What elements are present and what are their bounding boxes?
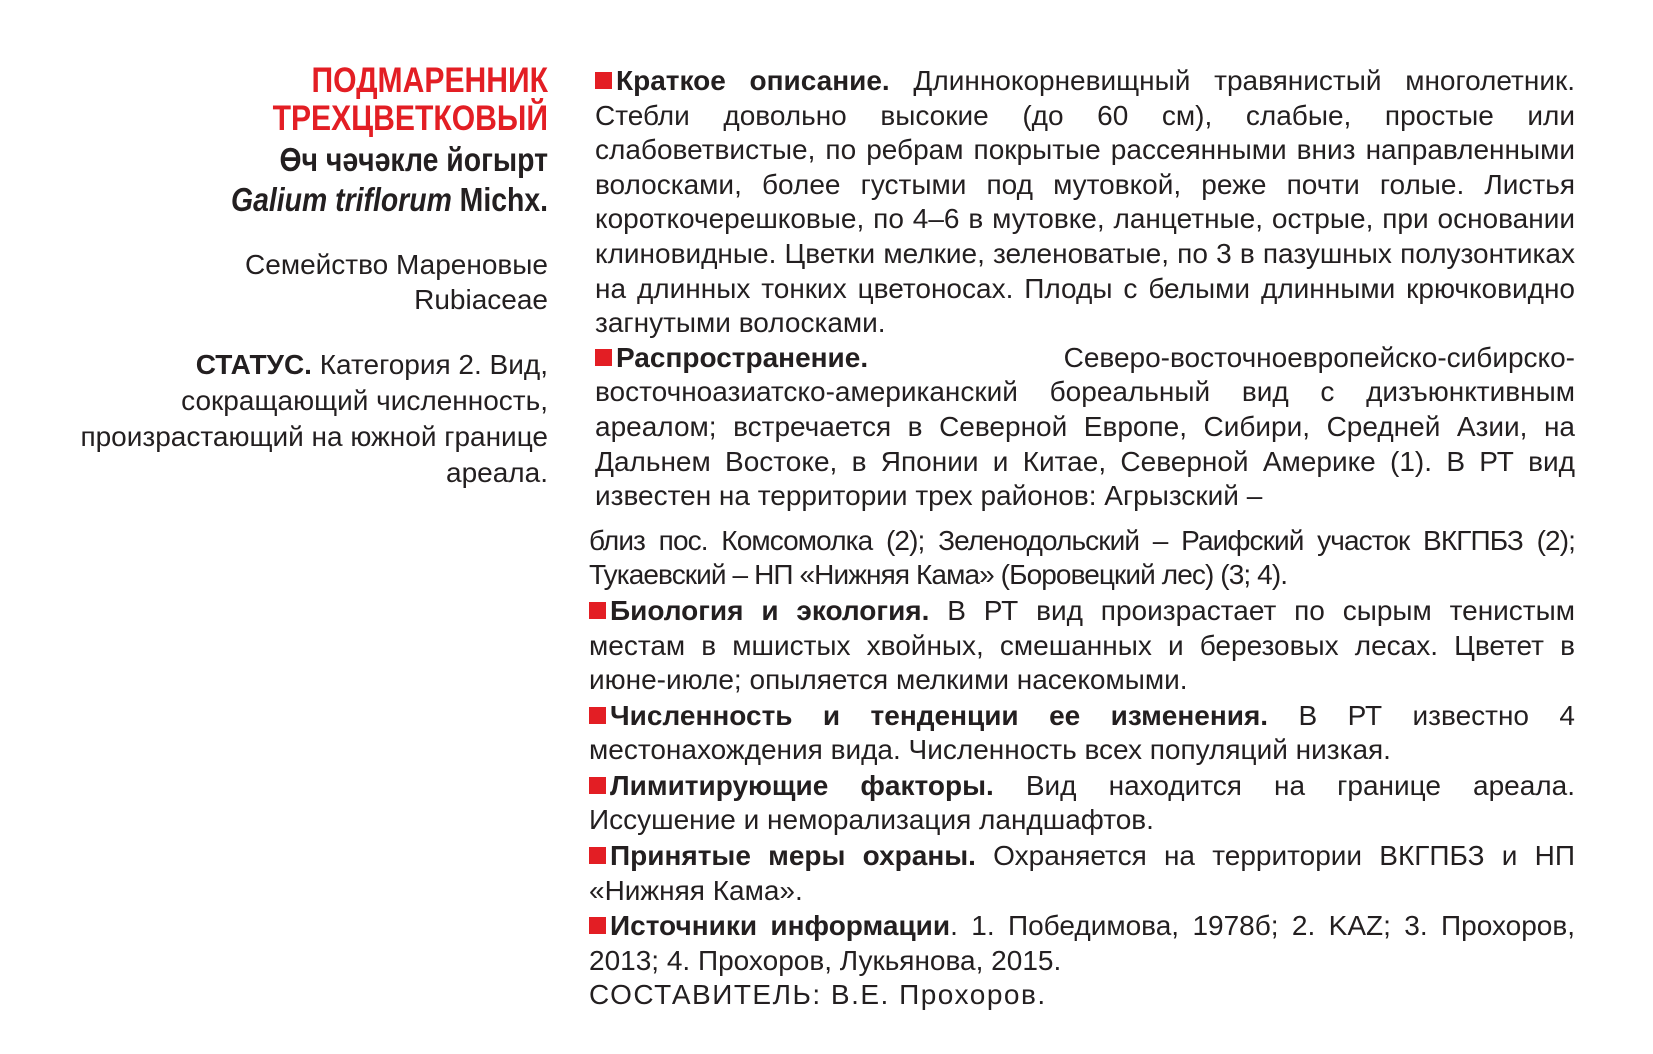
- family-name-ru: Семейство Мареновые: [245, 249, 548, 280]
- species-name-tatar: Өч чәчәкле йогырт: [279, 141, 548, 178]
- section-heading: Краткое описание.: [616, 65, 890, 96]
- section-heading: Лимитирующие факторы.: [610, 769, 994, 801]
- red-square-marker: [589, 847, 606, 864]
- species-article: [589, 64, 1576, 1013]
- section-heading: Источники информации: [610, 910, 951, 942]
- section-text: В РТ известно 4 местонахождения вида. Численность всех популяций низкая.: [589, 699, 1575, 766]
- section-text: Длиннокорневищный травянистый многолетник. Стебли довольно высокие (до 60 см), слабые, простые или слабоветвистые, по ребрам покрытые рассеянными вниз направленными волосками, более густыми под мутовкой, реже почти голые. Листья короткочерешковые, по 4–6 в мутовке, ланцетные, острые, при основании клиновидные. Цветки мелкие, зеленоватые, по 3 в пазушных полузонтиках на длинных тонких цветоносах. Плоды с белыми длинными крючковидно загнутыми волосками.: [595, 65, 1575, 339]
- latin-binomial: Galium triflorum: [231, 181, 452, 218]
- red-square-marker: [589, 917, 606, 934]
- section-text: . 1. Победимова, 1978б; 2. KAZ; 3. Прохоров, 2013; 4. Прохоров, Лукьянова, 2015.: [589, 910, 1576, 976]
- section-heading: Биология и экология.: [610, 594, 930, 626]
- latin-author: Michx.: [451, 181, 548, 218]
- section-protection: [589, 839, 1575, 908]
- section-heading: Численность и тенденции ее изменения.: [610, 699, 1269, 731]
- section-text: Северо-восточноевропейско-сибирско-восточноазиатско-американский бореальный вид с дизъюнктивным ареалом; встречается в Северной Европе, Сибири, Средней Азии, на Дальнем Востоке, в Японии и Китае, Северной Америке (1). В РТ вид известен на территории трех районов: Агрызский –: [595, 341, 1575, 512]
- section-limiting-factors: [589, 769, 1575, 838]
- compiler-line: СОСТАВИТЕЛЬ: В.Е. Прохоров.: [589, 979, 1047, 1011]
- section-heading: Принятые меры охраны.: [610, 840, 976, 872]
- red-square-marker: [589, 777, 606, 794]
- section-heading: Распространение.: [616, 341, 869, 373]
- section-distribution: [595, 341, 1575, 514]
- section-text: Охраняется на территории ВКГПБЗ и НП «Нижняя Кама».: [589, 840, 1575, 906]
- family-name-latin: Rubiaceae: [414, 284, 548, 315]
- status-block: [60, 347, 548, 491]
- section-abundance: [589, 699, 1575, 768]
- species-name-ru-line2: ТРЕХЦВЕТКОВЫЙ: [272, 99, 548, 138]
- section-text: В РТ вид произрастает по сырым тенистым местам в мшистых хвойных, смешанных и березовых лесах. Цветет в июне-июле; опыляется мелкими насекомыми.: [589, 594, 1575, 696]
- species-name-latin: [128, 180, 548, 220]
- red-square-marker: [595, 349, 612, 366]
- section-text: Вид находится на границе ареала. Иссушение и неморализация ландшафтов.: [589, 769, 1575, 836]
- species-header: [60, 62, 548, 491]
- section-biology: [589, 594, 1575, 698]
- status-text: Категория 2. Вид, сокращающий численность, произрастающий на южной границе ареала.: [80, 349, 548, 488]
- family-block: [60, 247, 548, 317]
- status-label: СТАТУС.: [195, 349, 312, 380]
- section-distribution-continuation: близ пос. Комсомолка (2); Зеленодольский – Раифский участок ВКГПБЗ (2); Тукаевский – НП «Нижняя Кама» (Боровецкий лес) (3; 4).: [589, 524, 1575, 591]
- red-square-marker: [589, 602, 606, 619]
- section-sources: [589, 909, 1575, 978]
- species-name-ru-line1: ПОДМАРЕННИК: [311, 61, 548, 100]
- red-square-marker: [595, 72, 612, 89]
- section-description: [595, 64, 1575, 341]
- red-square-marker: [589, 707, 606, 724]
